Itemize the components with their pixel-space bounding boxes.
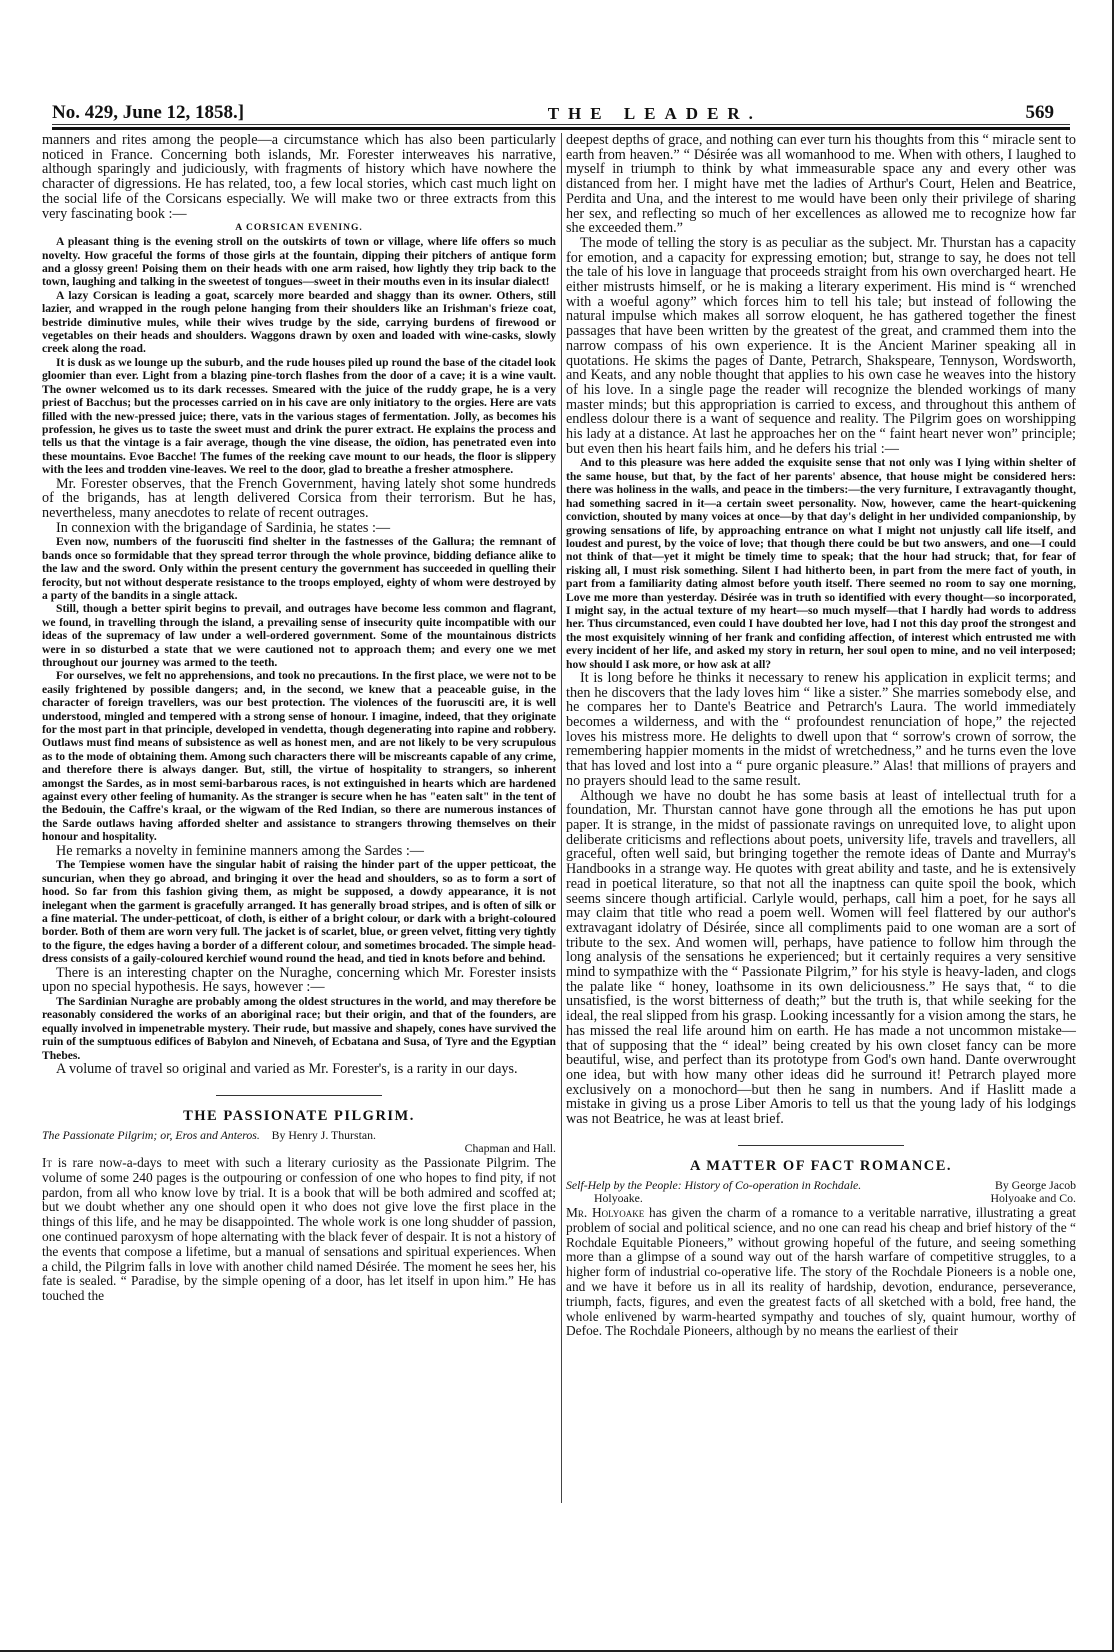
body-paragraph: The mode of telling the story is as peculiar as the subject. Mr. Thurstan has a capacity for emotion, and a capacity for expressing emotion; but, strange to say, he does not tell the tale of his love in language that proceeds straight from his own overcharged heart. He either mistrusts himself, or he is making a literary experiment. His mind is “ wrenched with a woeful agony” which forces him to tell his tale; but instead of following the natural impulse which makes all sorrow eloquent, he has gathered together the finest passages that have been written by the greatest of the great, and crammed them into the narrow compass of his own experience. It is the Ancient Mariner speaking all in quotations. He skims the pages of Dante, Petrarch, Shakspeare, Tennyson, Wordsworth, and Keats, and any noble thought that applies to his own case he weaves into the history of his love. In a single page the reader will recognize the blended workings of many master minds; but this appropriation is carried to excess, and throughout this anthem of endless dolour there is a want of sequence and reality. The Pilgrim goes on worshipping his lady at a distance. At last he approaches her on the “ faint heart never won” principle; but even then his heart fails him, and he defers his trial :— xyxy=(566,234,1076,457)
book-author: By George Jacob xyxy=(994,1177,1076,1192)
lead-word: Mr. Holyoake xyxy=(566,1204,645,1220)
book-publisher: Chapman and Hall. xyxy=(464,1141,556,1156)
masthead xyxy=(52,92,1072,124)
extract-paragraph: The Sardinian Nuraghe are probably among the oldest structures in the world, and may therefore be reasonably considered the works of an aboriginal race; but their origin, and that of the founders, are equally involved in impenetrable mystery. Their rude, but massive and shapely, cones have survived the ruin of the sumptuous edifices of Babylon and Nineveh, of Ecbatana and Susa, of Tyre and the Egyptian Thebes. xyxy=(42,995,556,1062)
book-title: The Passionate Pilgrim; or, Eros and Anteros. xyxy=(42,1127,260,1142)
body-paragraph: Mr. Forester observes, that the French Government, having lately shot some hundreds of the brigands, has at length delivered Corsica from their terrorism. But he has, nevertheless, many anecdotes to relate of recent outrages. xyxy=(42,475,556,521)
review-text: has given the charm of a romance to a veritable narrative, illustrating a great problem of social and political science, and no one can read his cheap and brief history of the “ Rochdale Equitable Pioneers,” without growing hopeful of the future, and seeing something more than a glimpse of a sound way out of the harsh warfare of competitive struggles, to a higher form of industrial co-operative life. The story of the Rochdale Pioneers is a noble one, and we have it before us in all its reality of hardship, devotion, endurance, perseverance, triumph, facts, figures, and even the greatest facts of all sketched with a bold, free hand, the whole enlivened by warm-hearted sympathy and touches of sly, quaint humour, worthy of Defoe. The Rochdale Pioneers, although by no means the earliest of their xyxy=(566,1204,1076,1339)
body-paragraph: There is an interesting chapter on the Nuraghe, concerning which Mr. Forester insists upon no special hypothesis. He says, however :— xyxy=(42,964,556,996)
extract-paragraph: It is dusk as we lounge up the suburb, and the rude houses piled up round the base of the citadel look gloomier than ever. Light from a blazing pine-torch flashes from the door of a cave; it is a wine vault. The owner welcomed us to its dark recesses. Smeared with the juice of the ruddy grape, he is a very priest of Bacchus; but the processes carried on in his cave are only initiatory to the orgies. Here are vats filled with the new-pressed juice; there, vats in the various stages of fermentation. Jolly, as becomes his profession, he gives us to taste the sweet must and drink the purer extract. He explains the process and tells us that the vintage is a fair average, though the vine disease, the oïdion, has penetrated even into these mountains. Evoe Bacche! The fumes of the reeking cave mount to our heads, the floor is slippery with the lees and trodden vine-leaves. We reel to the door, glad to breathe a fresher atmosphere. xyxy=(42,355,556,477)
review-continuation: manners and rites among the people—a circumstance which has also been particularly noticed in France. Concerning both islands, Mr. Forester interweaves his narrative, although sparingly and judiciously, with fragments of history which have nowhere the character of digressions. He has related, too, a few local stories, which cast much light on the social life of the Corsicans especially. We will make two or three extracts from this very fascinating book :— xyxy=(42,132,556,222)
extract-paragraph: A lazy Corsican is leading a goat, scarcely more bearded and shaggy than its owner. Others, still lazier, and wrapped in the rough pelone hanging from their shoulders like an Irishman's frieze coat, bestride diminutive mules, while their wives trudge by the side, carrying burdens of firewood or vegetables on their heads and shoulders. Waggons drawn by oxen and loaded with wine-casks, slowly creek along the road. xyxy=(42,288,556,356)
extract-paragraph: Even now, numbers of the fuorusciti find shelter in the fastnesses of the Gallura; the remnant of bands once so formidable that they spread terror through the whole province, bidding defiance alike to the law and the sword. Only within the present century the government has succeeded in quelling their ferocity, but not without desperate resistance to the troops employed, eighty of whom were destroyed by a party of the bandits in a single attack. xyxy=(42,535,556,602)
masthead-rule-thick xyxy=(52,127,1070,130)
right-column xyxy=(566,133,1076,1339)
lead-word: It xyxy=(42,1154,52,1170)
book-publisher: Holyoake and Co. xyxy=(990,1191,1076,1206)
review-paragraph xyxy=(566,1206,1076,1339)
book-author: By Henry J. Thurstan. xyxy=(271,1127,376,1142)
extract-paragraph: The Tempiese women have the singular habit of raising the hinder part of the upper petticoat, the suncurian, when they go abroad, and bringing it over the head and shoulders, so as to form a sort of hood. So far from this fashion giving them, as might be supposed, a dowdy appearance, it is not inelegant when the garment is gracefully arranged. It has generally broad stripes, and is often of silk or a fine material. The under-petticoat, of cloth, is either of a bright colour, or dark with a bright-coloured border. Both of them are worn very full. The jacket is of scarlet, blue, or green velvet, fitting very tightly to the figure, the edges having a border of a different colour, and sometimes brocaded. The simple head-dress consists of a gaily-coloured kerchief wound round the head, and tied in knots before and behind. xyxy=(42,858,556,966)
body-paragraph: In connexion with the brigandage of Sardinia, he states :— xyxy=(56,519,391,536)
extract-paragraph: And to this pleasure was here added the exquisite sense that not only was I lying within shelter of the same house, but that, by the fact of her parents' absence, that house might be considered hers: there was holiness in the walls, and peace in the timbers:—the very furniture, I extravagantly thought, had something sacred in it—a certain sweet personality. Now, however, came the heart-quickening conviction, shouted by many voices at once—by that day's delight in her undivided companionship, by growing sensations of life, by approaching entrance on what I might not unjustly call life itself, and loudest and purest, by the voice of love; that though there could be but two answers, and one—I could not think of that—yet it might be timely time to speak; that the hour had struck; that, for fear of risking all, I must risk something. Silent I had hitherto been, in part from the mere fact of youth, in part from a familiarity dating almost before youth itself. There seemed no room to say one morning, Love me more than yesterday. Désirée was in truth so identified with every thought—so incorporated, I might say, in the actual texture of my heart—so much myself—that I hardly had words to address her. Thus circumstanced, even could I have doubted her love, had I not this day proof the strongest and the most exquisitely winning of her frank and confiding affection, of interest which entrusted me with every incident of her life, and asked my story in return, her soul open to mine, and no veil interposed; how should I ask more, or how ask at all? xyxy=(566,456,1076,671)
masthead-rule-thin xyxy=(52,124,1070,125)
extract-paragraph: A pleasant thing is the evening stroll on the outskirts of town or village, where life offers so much novelty. How graceful the forms of those girls at the fountain, dipping their pitchers of antique form and a glossy green! Poising them on their heads with one arm raised, how lightly they trip back to the town, laughing and talking in the sweetest of tongues—sweet in their mouths even in its insular dialect! xyxy=(42,235,556,289)
issue-date: No. 429, June 12, 1858.] xyxy=(52,102,245,123)
body-paragraph: It is long before he thinks it necessary to renew his application in explicit terms; and then he discovers that the lady loves him “ like a sister.” She marries somebody else, and he compares her to Dante's Beatrice and Petrarch's Laura. The world immediately becomes a wilderness, and with the “ profoundest renunciation of hope,” the rejected loves his mistress more. He delights to dwell upon that “ sorrow's crown of sorrow, the remembering happier moments in the midst of wretchedness,” and he turns even the love that has loved and lost into a “ pure organic pleasure.” Alas! that millions of prayers and no prayers should lead to the same result. xyxy=(566,669,1076,789)
book-author-cont: Holyoake. xyxy=(594,1191,643,1206)
extract-paragraph: For ourselves, we felt no apprehensions, and took no precautions. In the first place, we were not to be easily frightened by possible dangers; and, in the second, we knew that a peaceable guise, in the character of foreign travellers, was our best protection. The violences of the fuorusciti are, it is well understood, mingled and tempered with a strong sense of honour. I imagine, indeed, that they originate for the most part in that principle, developed in vendetta, though degenerating into rapine and robbery. Outlaws must find means of subsistence as well as honest men, and are not likely to be very scrupulous as to the mode of obtaining them. Among such characters there will be miscreants capable of any crime, and therefore there is always danger. But, still, the virtue of hospitality to strangers, so inherent amongst the Sardes, as in most semi-barbarous races, is not extinguished in hearts which are hardened against every other feeling of humanity. As the stranger is secure when he has "eaten salt" in the tent of the Bedouin, the Caffre's kraal, or the wigwam of the Red Indian, so there are numerous instances of the Sarde outlaws having afforded shelter and assistance to strangers throwing themselves on their honour and hospitality. xyxy=(42,669,556,844)
section-divider xyxy=(216,1095,382,1096)
review-continuation: deepest depths of grace, and nothing can ever turn his thoughts from this “ miracle sent to earth from heaven.” “ Désirée was all womanhood to me. When with others, I laughed to myself in triumph to think by what immeasurable space any and every other was distanced from her. I might have met the ladies of Arthur's Court, Helen and Beatrice, Perdita and Una, and the interest to me would have been only their privilege of sharing her sex, and reflecting so much of her excellences as allowed me to recognize how far she exceeded them.” xyxy=(566,132,1076,237)
extract-title: A CORSICAN EVENING. xyxy=(235,223,363,234)
book-title: Self-Help by the People: History of Co-operation in Rochdale. xyxy=(566,1177,862,1192)
section-heading-passionate-pilgrim: THE PASSIONATE PILGRIM. xyxy=(183,1107,415,1124)
extract-paragraph: Still, though a better spirit begins to prevail, and outrages have become less common and flagrant, we found, in travelling through the island, a prevailing sense of insecurity quite incompatible with our ideas of the supremacy of law under a well-ordered government. Some of the mountainous districts were in so disturbed a state that we were cautioned not to approach them; and every one we met throughout our journey was armed to the teeth. xyxy=(42,602,556,669)
review-text: is rare now-a-days to meet with such a literary curiosity as the Passionate Pilgrim. The volume of some 240 pages is the outpouring or confession of one who hopes to find pity, if not pardon, from all who know love by trial. It is a book that will be both admired and scoffed at; but we doubt whether any one should open it who does not give love the first place in the things of this life, and he may be disappointed. The whole work is one long shudder of passion, one continued paroxysm of hope alternating with the black fever of despair. It is not a history of the events that compose a lifetime, but a manual of sensations and spiritual experiences. When a child, the Pilgrim falls in love with another child named Désirée. The moment he sees her, his fate is sealed. “ Paradise, by the simple opening of a door, has let itself in upon him.” He has touched the xyxy=(42,1154,556,1304)
book-citation xyxy=(42,1129,556,1156)
section-heading-matter-of-fact-romance: A MATTER OF FACT ROMANCE. xyxy=(689,1157,953,1174)
review-paragraph xyxy=(42,1156,556,1304)
book-citation xyxy=(566,1179,1076,1206)
section-divider xyxy=(738,1145,904,1146)
newspaper-title: THE LEADER. xyxy=(547,104,762,123)
body-paragraph: Although we have no doubt he has some basis at least of intellectual truth for a foundation, Mr. Thurstan cannot have gone through all the emotions he has put upon paper. It is strange, in the midst of passionate ravings on unrequited love, to alight upon deliberate criticisms and reflections about poets, university life, travels and travellers, all graceful, often well said, but bringing together the remote ideas of Dante and Murray's Handbooks in a strange way. He quotes with great ability and taste, and he is extensively read in poetical literature, so that not all the inaptness can quite spoil the book, which seems sincere though artificial. Carlyle would, perhaps, call him a poet, for he says all may claim that title who read a poem well. Women will feel flattered by our author's extravagant idolatry of Désirée, since all compliments paid to one woman are a sort of tribute to the sex. And women will, perhaps, have patience to follow him through the long analysis of the sensations he experienced; but it certainly requires a very sensitive mind to sympathize with the “ Passionate Pilgrim,” for his style is heavy-laden, and clogs the palate like “ honey, loathsome in its own deliciousness.” He says that, “ to die unsatisfied, is the worst bitterness of death;” but the truth is, that while seeking for the ideal, the real slipped from his grasp. Looking incessantly for a vision among the stars, he has missed the real life around him on earth. He has made a not uncommon mistake—that of supposing that the “ ideal” being created by his own closet fancy can be more beautiful, wise, and perfect than its prototype from God's own hand. Dante overwrought one idea, but with how many other ideas did he surround it! Petrarch played more exclusively on a monochord—but then he sang in numbers. And if Haslitt made a mistake in giving us a prose Liber Amoris to tell us that the young lady of his lodgings was not Beatrice, he was at least brief. xyxy=(566,787,1076,1128)
body-paragraph: A volume of travel so original and varied as Mr. Forester's, is a rarity in our days. xyxy=(56,1061,518,1078)
body-paragraph: He remarks a novelty in feminine manners among the Sardes :— xyxy=(56,842,424,859)
column-divider xyxy=(561,133,562,1503)
left-column xyxy=(42,133,556,1304)
page-number: 569 xyxy=(1025,102,1054,123)
